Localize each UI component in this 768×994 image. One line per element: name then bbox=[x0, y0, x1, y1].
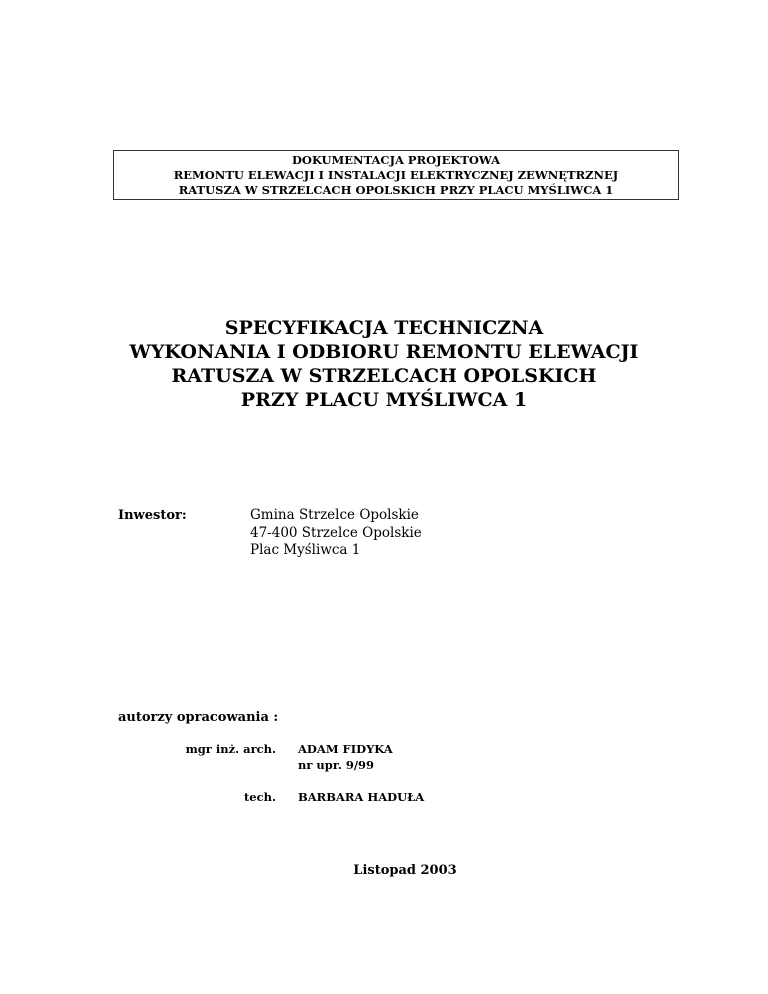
investor-line-1: Gmina Strzelce Opolskie bbox=[250, 507, 419, 523]
authors-label: autorzy opracowania : bbox=[118, 710, 279, 725]
investor-address bbox=[250, 507, 422, 560]
title-line-2: WYKONANIA I ODBIORU REMONTU ELEWACJI bbox=[129, 341, 639, 363]
author-1-license: nr upr. 9/99 bbox=[298, 758, 375, 772]
title-line-3: RATUSZA W STRZELCACH OPOLSKICH bbox=[171, 365, 597, 387]
document-date: Listopad 2003 bbox=[353, 863, 457, 878]
investor-label: Inwestor: bbox=[118, 508, 187, 523]
investor-line-3: Plac Myśliwca 1 bbox=[250, 542, 361, 558]
header-line-3: RATUSZA W STRZELCACH OPOLSKICH PRZY PLACU MYŚLIWCA 1 bbox=[178, 183, 614, 197]
document-title bbox=[0, 316, 768, 412]
document-header-box bbox=[113, 150, 679, 200]
header-line-2: REMONTU ELEWACJI I INSTALACJI ELEKTRYCZNEJ ZEWNĘTRZNEJ bbox=[173, 168, 619, 182]
author-2-title: tech. bbox=[244, 790, 276, 804]
investor-line-2: 47-400 Strzelce Opolskie bbox=[250, 524, 422, 541]
author-1-name: ADAM FIDYKA bbox=[298, 742, 393, 756]
title-line-4: PRZY PLACU MYŚLIWCA 1 bbox=[240, 389, 528, 411]
title-line-1: SPECYFIKACJA TECHNICZNA bbox=[224, 317, 544, 339]
author-2-name: BARBARA HADUŁA bbox=[298, 790, 425, 804]
header-line-1: DOKUMENTACJA PROJEKTOWA bbox=[291, 153, 501, 167]
author-1-title: mgr inż. arch. bbox=[185, 742, 276, 756]
